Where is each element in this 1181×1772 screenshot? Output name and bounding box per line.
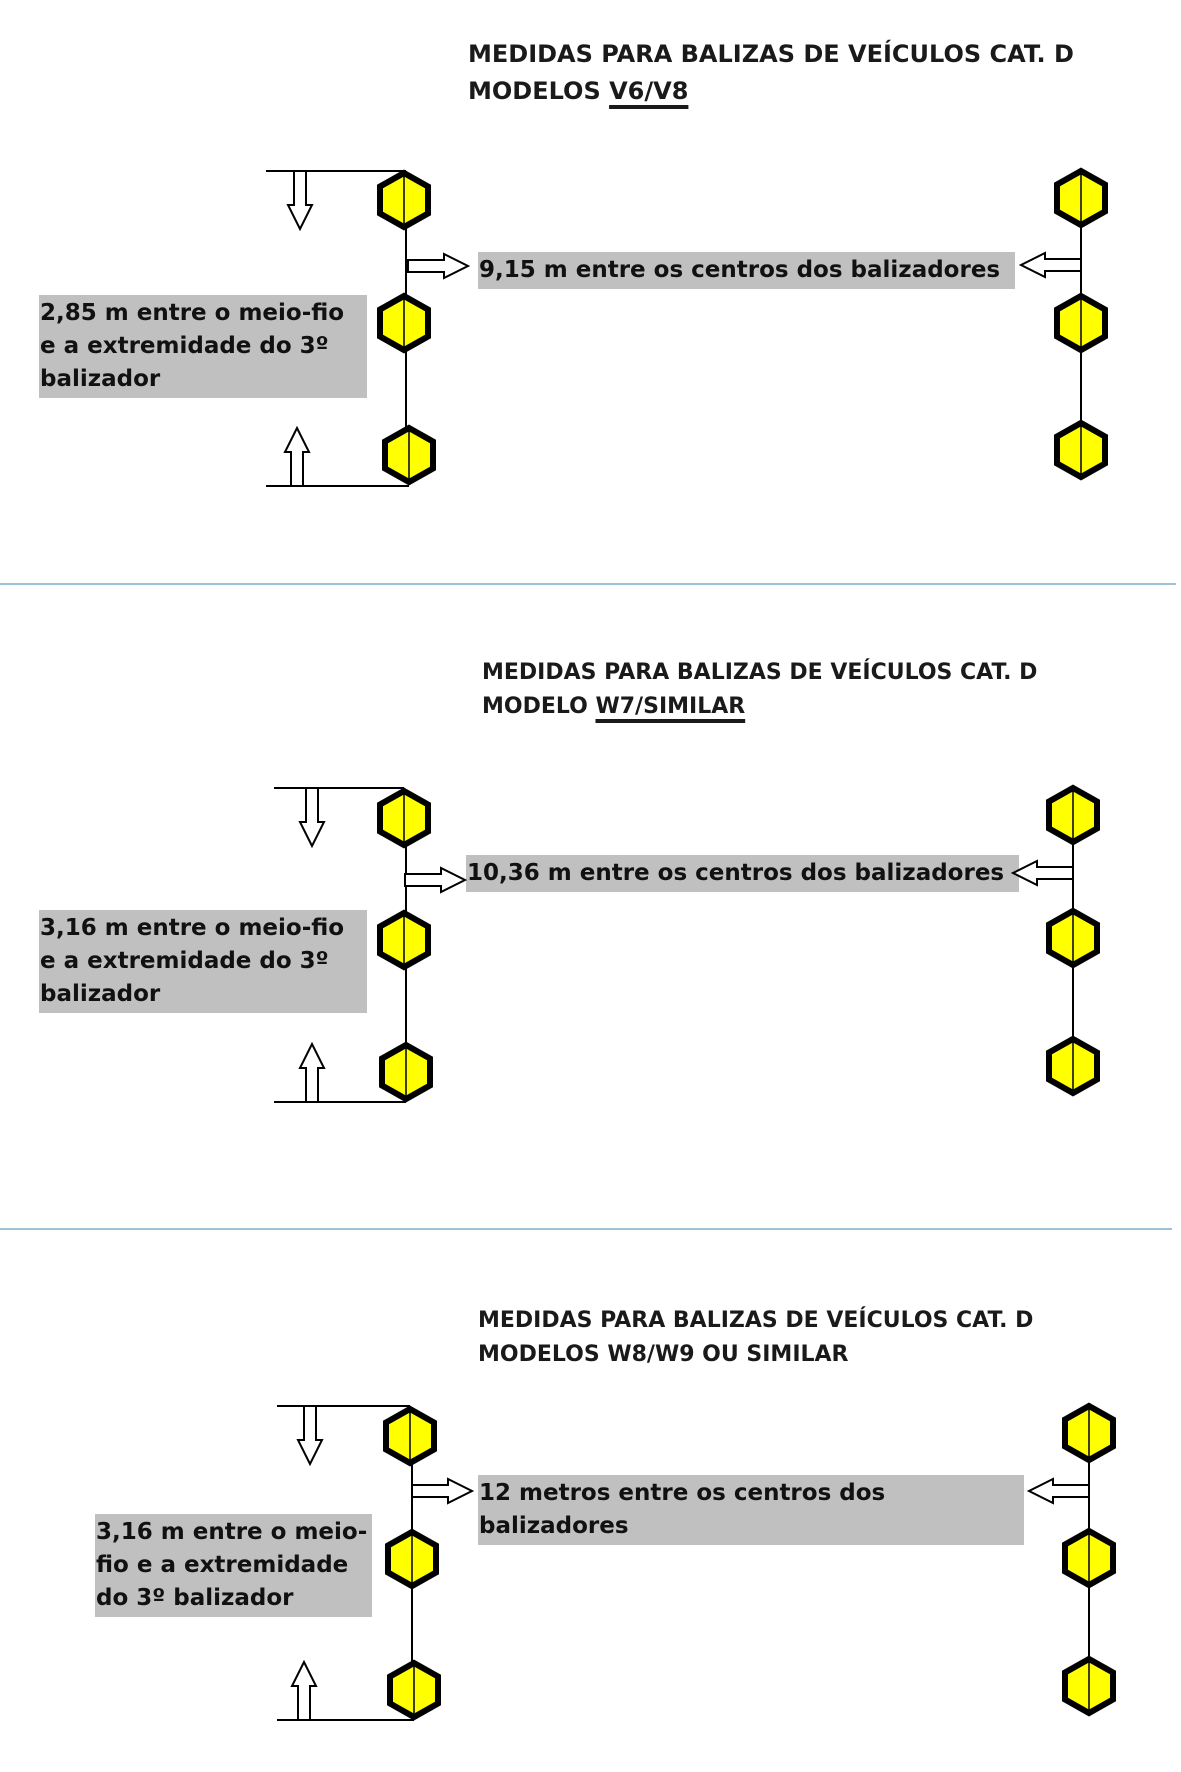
arrow-up-icon — [300, 1044, 324, 1102]
arrow-down-icon — [298, 1406, 322, 1464]
arrow-right-icon — [408, 254, 468, 278]
section-2-title-line1: MEDIDAS PARA BALIZAS DE VEÍCULOS CAT. D — [482, 660, 1038, 685]
section-1-curb-label: 2,85 m entre o meio-fio e a extremidade do 3º balizador — [39, 295, 367, 398]
section-1-title-prefix: MODELOS — [468, 77, 610, 105]
arrow-right-icon — [412, 1479, 472, 1503]
section-2-distance-label: 10,36 m entre os centros dos balizadores — [466, 855, 1019, 892]
arrow-left-icon — [1021, 253, 1081, 277]
section-1-right-beacons — [1057, 171, 1105, 477]
section-2-right-beacons — [1049, 788, 1097, 1093]
section-3-curb-label: 3,16 m entre o meio-fio e a extremidade do 3º balizador — [95, 1514, 372, 1617]
section-3-left-beacons — [386, 1409, 438, 1717]
section-3-model: W8/W9 OU SIMILAR — [607, 1342, 849, 1367]
section-1-left-beacons — [380, 173, 433, 482]
section-2-model: W7/SIMILAR — [595, 694, 746, 719]
section-2-left-beacons — [380, 791, 430, 1099]
arrow-up-icon — [292, 1662, 316, 1720]
section-3-title-prefix: MODELOS — [478, 1342, 608, 1367]
arrow-up-icon — [285, 428, 309, 486]
section-1-title-line1: MEDIDAS PARA BALIZAS DE VEÍCULOS CAT. D — [468, 40, 1074, 68]
section-3-title-line1: MEDIDAS PARA BALIZAS DE VEÍCULOS CAT. D — [478, 1308, 1034, 1333]
section-1-distance-label: 9,15 m entre os centros dos balizadores — [478, 252, 1015, 289]
section-2-curb-label: 3,16 m entre o meio-fio e a extremidade do 3º balizador — [39, 910, 367, 1013]
section-3-right-beacons — [1065, 1406, 1113, 1713]
arrow-down-icon — [300, 788, 324, 846]
arrow-right-icon — [405, 868, 465, 892]
section-2-title-prefix: MODELO — [482, 694, 596, 719]
arrow-left-icon — [1029, 1479, 1089, 1503]
arrow-down-icon — [288, 171, 312, 229]
arrow-left-icon — [1013, 861, 1073, 885]
section-3-distance-label: 12 metros entre os centros dos balizadores — [478, 1475, 1024, 1545]
section-1-model: V6/V8 — [609, 77, 689, 105]
